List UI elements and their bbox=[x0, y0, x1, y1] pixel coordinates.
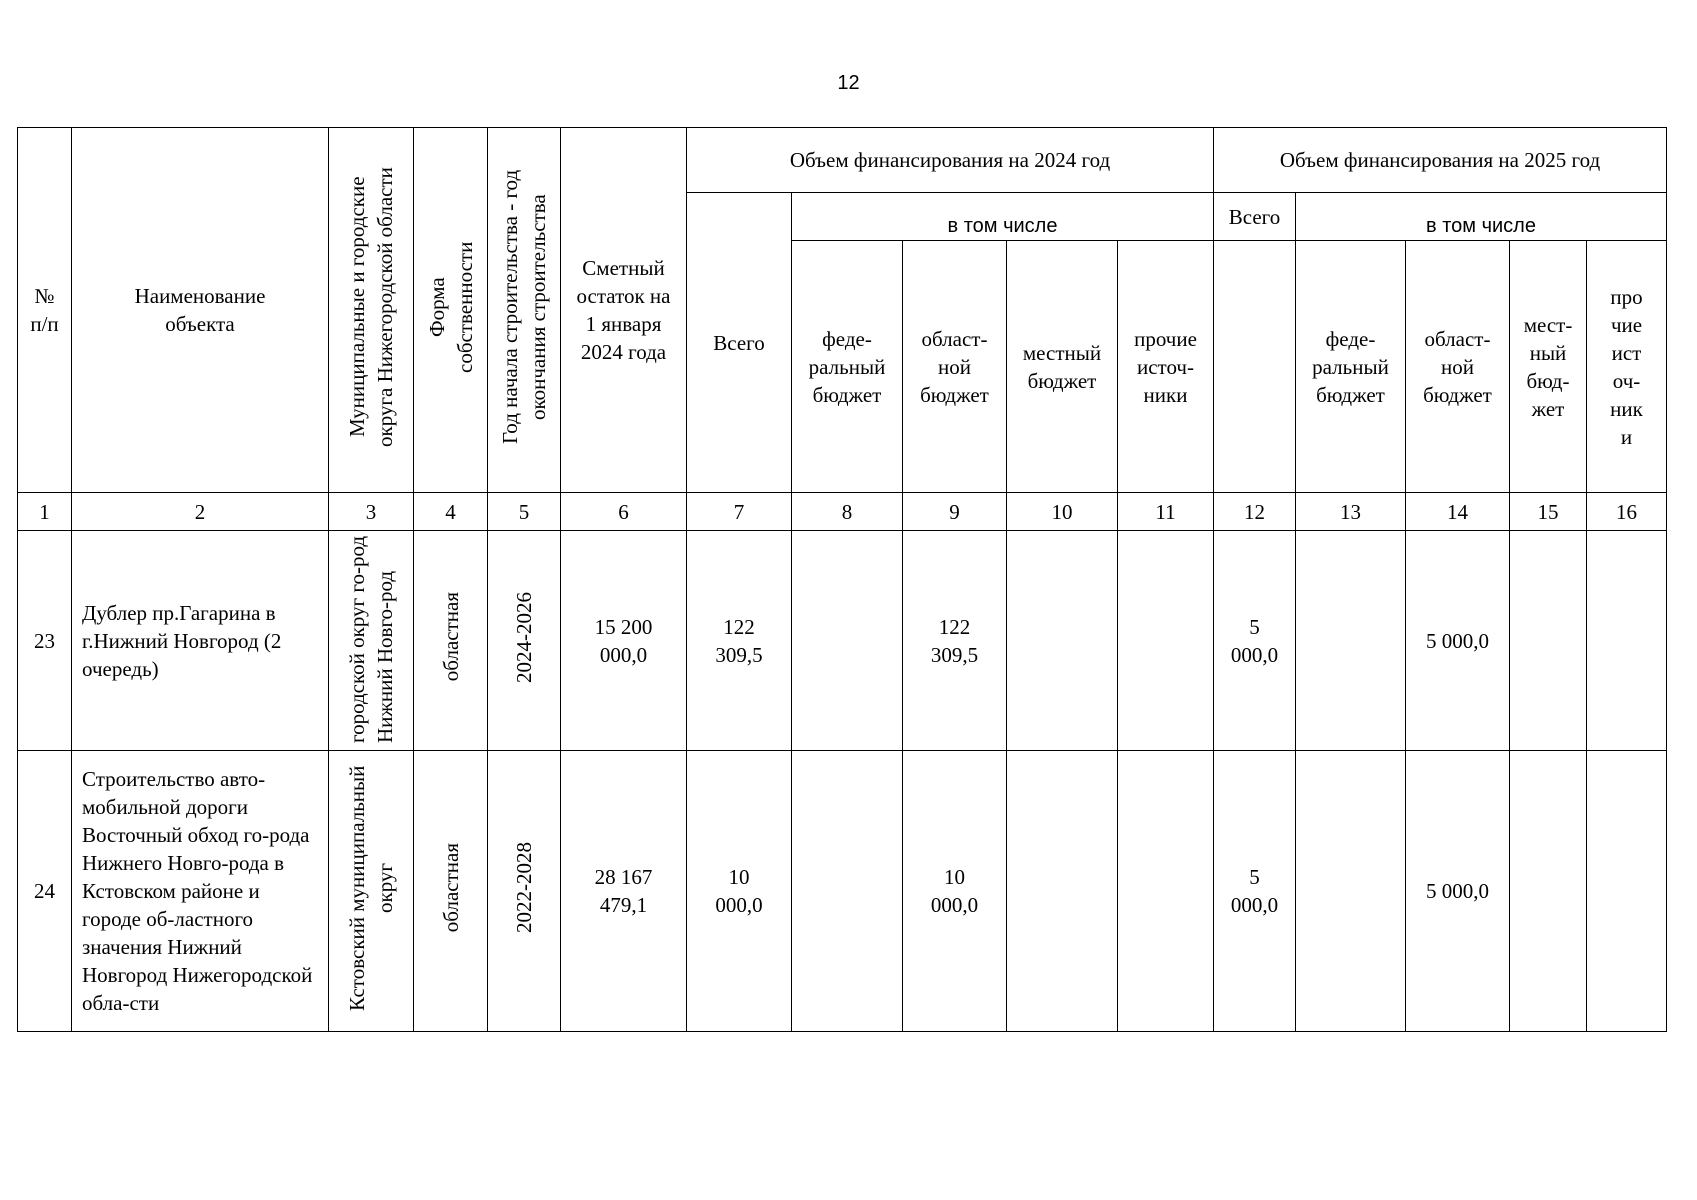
row-local-2024 bbox=[1007, 751, 1118, 1032]
column-number: 11 bbox=[1118, 493, 1214, 531]
row-name: Строительство авто-мобильной дороги Восточный обход го-рода Нижнего Новго-рода в Кстовском районе и городе об-ластного значения Нижний Новгород Нижегородской обла-сти bbox=[72, 751, 329, 1032]
row-local-2025 bbox=[1510, 751, 1587, 1032]
table-row bbox=[18, 751, 1667, 1032]
column-number-row bbox=[18, 493, 1667, 531]
row-local-2025 bbox=[1510, 531, 1587, 751]
header-including-2025: в том числе bbox=[1296, 193, 1667, 241]
row-other-2024 bbox=[1118, 751, 1214, 1032]
row-regional-2025: 5 000,0 bbox=[1406, 531, 1510, 751]
row-other-2025 bbox=[1587, 751, 1667, 1032]
row-years: 2022-2028 bbox=[488, 751, 561, 1032]
header-other-2025: про чие ист оч-ник и bbox=[1587, 241, 1667, 493]
header-local-2025: мест-ный бюд-жет bbox=[1510, 241, 1587, 493]
column-number: 14 bbox=[1406, 493, 1510, 531]
financing-table bbox=[17, 127, 1667, 1032]
column-number: 7 bbox=[687, 493, 792, 531]
row-regional-2025: 5 000,0 bbox=[1406, 751, 1510, 1032]
row-total-2024: 122 309,5 bbox=[687, 531, 792, 751]
column-number: 13 bbox=[1296, 493, 1406, 531]
row-regional-2024: 10 000,0 bbox=[903, 751, 1007, 1032]
row-total-2025: 5 000,0 bbox=[1214, 751, 1296, 1032]
header-name: Наименование объекта bbox=[72, 128, 329, 493]
row-estimate: 28 167 479,1 bbox=[561, 751, 687, 1032]
header-federal-2025: феде-ральный бюджет bbox=[1296, 241, 1406, 493]
column-number: 16 bbox=[1587, 493, 1667, 531]
header-municipality: Муниципальные и городские округа Нижегородской области bbox=[329, 128, 414, 493]
header-num-line2: п/п bbox=[30, 312, 59, 336]
header-federal-2024: феде-ральный бюджет bbox=[792, 241, 903, 493]
header-ownership: Форма собственности bbox=[414, 128, 488, 493]
header-num bbox=[18, 128, 72, 493]
column-number: 15 bbox=[1510, 493, 1587, 531]
row-municipality: городской округ го-род Нижний Новго-род bbox=[329, 531, 414, 751]
column-number: 8 bbox=[792, 493, 903, 531]
header-years: Год начала строительства - год окончания строительства bbox=[488, 128, 561, 493]
header-including-2024: в том числе bbox=[792, 193, 1214, 241]
header-total-2024: Всего bbox=[687, 193, 792, 493]
row-estimate: 15 200 000,0 bbox=[561, 531, 687, 751]
column-number: 3 bbox=[329, 493, 414, 531]
row-ownership: областная bbox=[414, 531, 488, 751]
row-federal-2024 bbox=[792, 531, 903, 751]
row-total-2024: 10 000,0 bbox=[687, 751, 792, 1032]
header-fin-2025: Объем финансирования на 2025 год bbox=[1214, 128, 1667, 193]
column-number: 4 bbox=[414, 493, 488, 531]
header-regional-2025: област-ной бюджет bbox=[1406, 241, 1510, 493]
header-fin-2024: Объем финансирования на 2024 год bbox=[687, 128, 1214, 193]
column-number: 2 bbox=[72, 493, 329, 531]
row-regional-2024: 122 309,5 bbox=[903, 531, 1007, 751]
column-number: 9 bbox=[903, 493, 1007, 531]
header-estimate: Сметный остаток на 1 января 2024 года bbox=[561, 128, 687, 493]
row-total-2025: 5 000,0 bbox=[1214, 531, 1296, 751]
row-local-2024 bbox=[1007, 531, 1118, 751]
column-number: 6 bbox=[561, 493, 687, 531]
column-number: 1 bbox=[18, 493, 72, 531]
row-federal-2025 bbox=[1296, 531, 1406, 751]
row-municipality: Кстовский муниципальный округ bbox=[329, 751, 414, 1032]
row-years: 2024-2026 bbox=[488, 531, 561, 751]
row-federal-2025 bbox=[1296, 751, 1406, 1032]
header-other-2024: прочие источ-ники bbox=[1118, 241, 1214, 493]
header-blank-2025 bbox=[1214, 241, 1296, 493]
header-regional-2024: област-ной бюджет bbox=[903, 241, 1007, 493]
header-total-2025: Всего bbox=[1214, 193, 1296, 241]
row-num: 23 bbox=[18, 531, 72, 751]
header-num-line1: № bbox=[34, 284, 55, 308]
row-other-2024 bbox=[1118, 531, 1214, 751]
table-row bbox=[18, 531, 1667, 751]
row-name: Дублер пр.Гагарина в г.Нижний Новгород (2 очередь) bbox=[72, 531, 329, 751]
page-number: 12 bbox=[837, 72, 860, 94]
row-num: 24 bbox=[18, 751, 72, 1032]
column-number: 12 bbox=[1214, 493, 1296, 531]
row-federal-2024 bbox=[792, 751, 903, 1032]
column-number: 10 bbox=[1007, 493, 1118, 531]
header-local-2024: местный бюджет bbox=[1007, 241, 1118, 493]
row-ownership: областная bbox=[414, 751, 488, 1032]
row-other-2025 bbox=[1587, 531, 1667, 751]
column-number: 5 bbox=[488, 493, 561, 531]
